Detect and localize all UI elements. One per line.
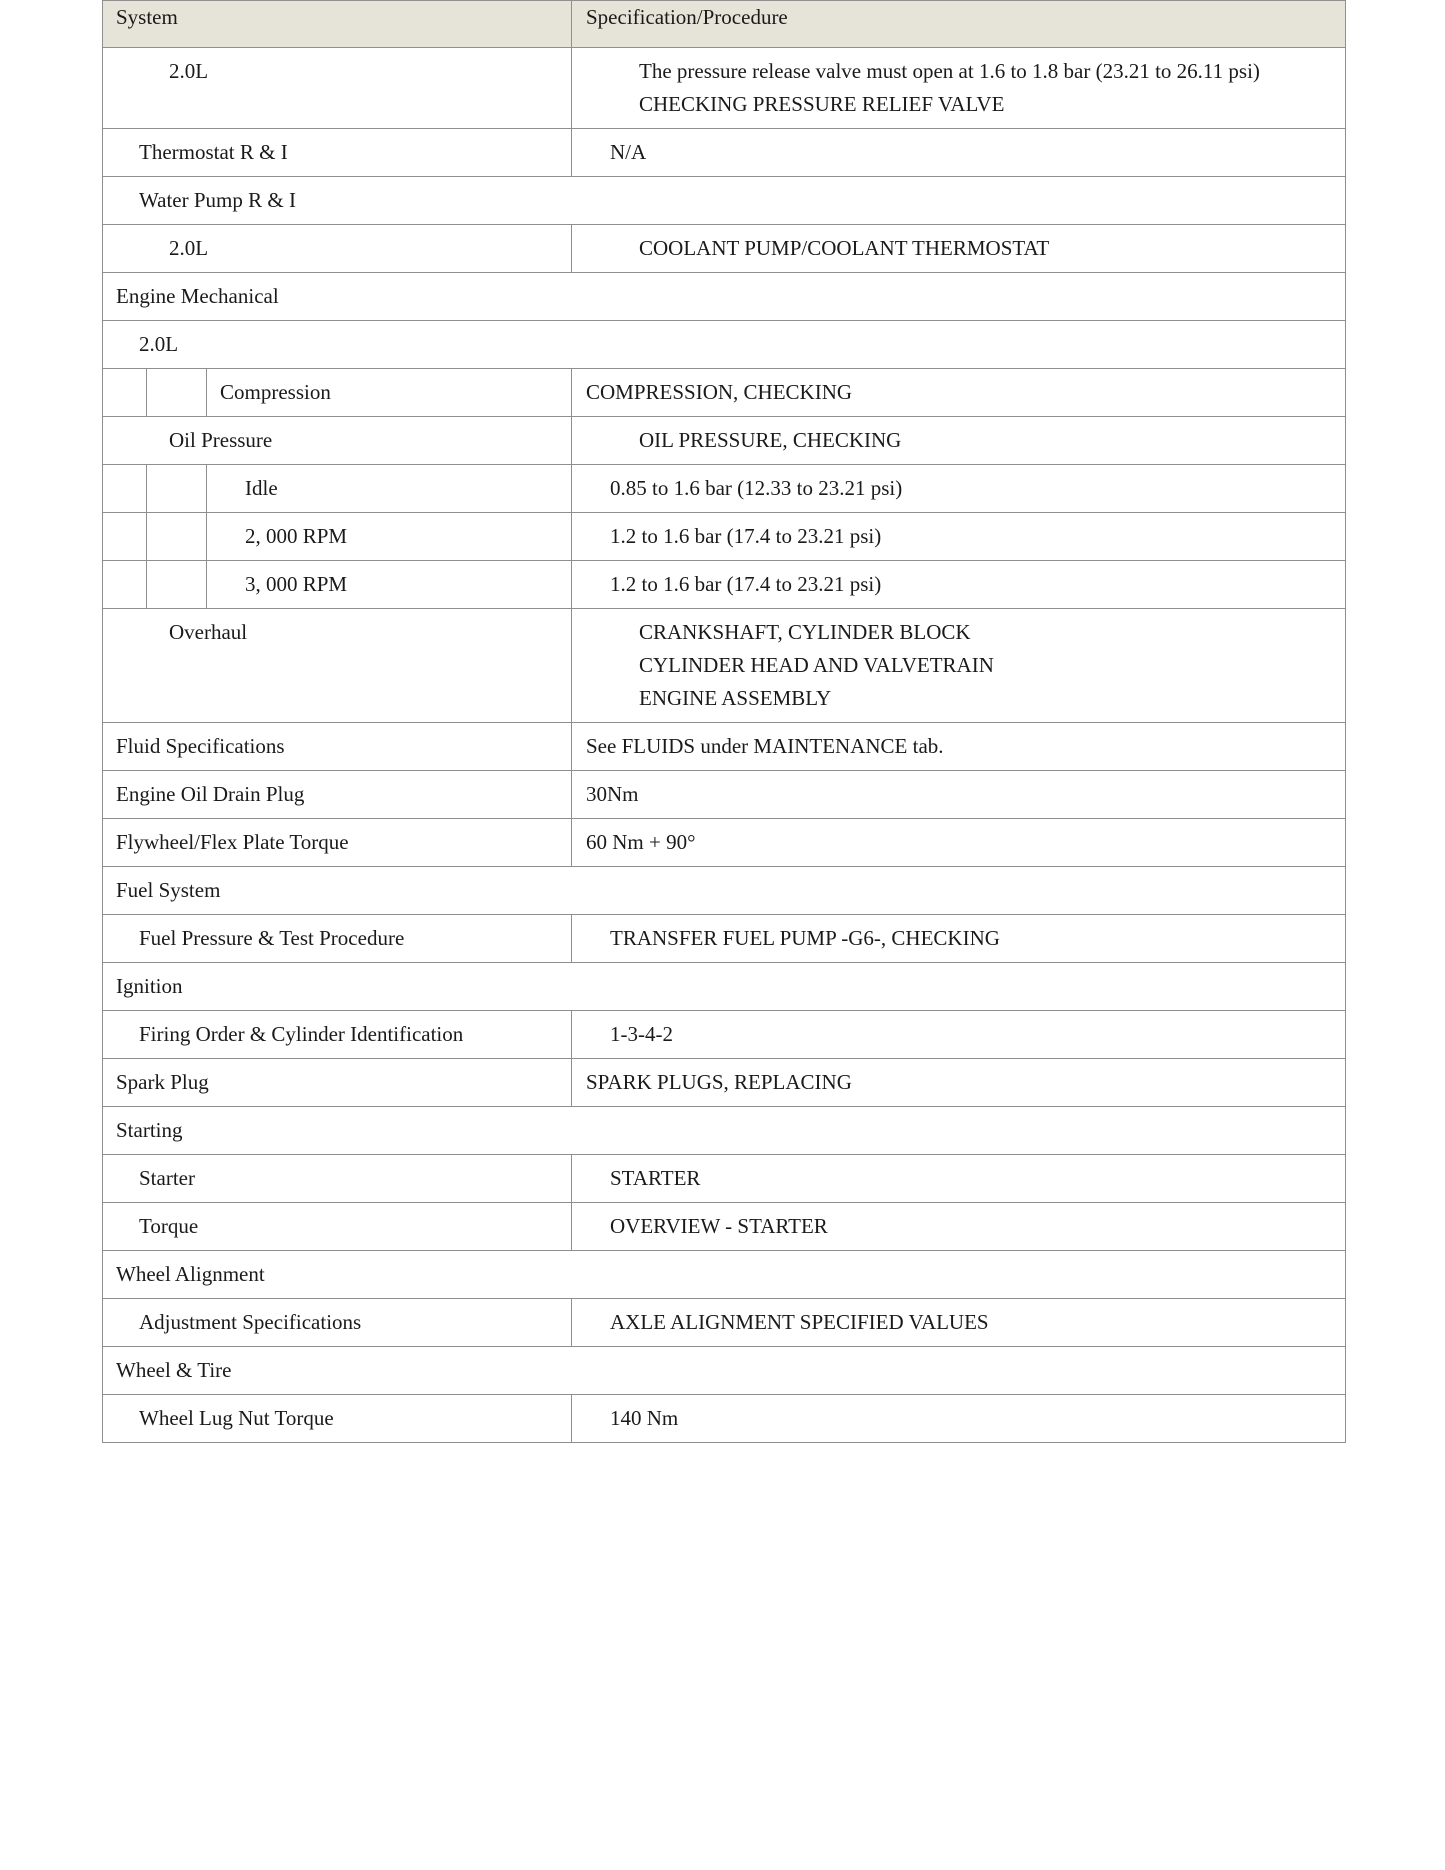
- row-label: Firing Order & Cylinder Identification: [139, 1022, 464, 1046]
- section-label: Wheel & Tire: [116, 1358, 232, 1382]
- table-row: [103, 417, 1346, 465]
- empty-cell: [103, 369, 147, 417]
- spec-link[interactable]: COOLANT PUMP/COOLANT THERMOSTAT: [639, 236, 1050, 260]
- empty-cell: [147, 369, 207, 417]
- table-row: [103, 321, 1346, 369]
- empty-cell: [147, 465, 207, 513]
- table-row: [103, 48, 1346, 129]
- spec-cell: [572, 819, 1346, 867]
- spec-cell: [572, 561, 1346, 609]
- table-row: [103, 1107, 1346, 1155]
- section-cell: [103, 1107, 1346, 1155]
- spec-cell: [572, 417, 1346, 465]
- row-label: Idle: [245, 476, 278, 500]
- row-label: 3, 000 RPM: [245, 572, 348, 596]
- system-cell: [103, 129, 572, 177]
- table-row: [103, 513, 1346, 561]
- row-label: Adjustment Specifications: [139, 1310, 362, 1334]
- spec-value: See FLUIDS under MAINTENANCE tab.: [586, 734, 944, 758]
- table-row: [103, 1203, 1346, 1251]
- row-label: Wheel Lug Nut Torque: [139, 1406, 334, 1430]
- spec-link[interactable]: AXLE ALIGNMENT SPECIFIED VALUES: [610, 1310, 989, 1334]
- spec-cell: [572, 48, 1346, 129]
- header-row: [103, 1, 1346, 48]
- spec-value: 60 Nm + 90°: [586, 830, 696, 854]
- spec-link[interactable]: COMPRESSION, CHECKING: [586, 380, 853, 404]
- row-label: Water Pump R & I: [139, 188, 296, 212]
- spec-link[interactable]: OIL PRESSURE, CHECKING: [639, 428, 902, 452]
- section-cell: [103, 867, 1346, 915]
- row-label: 2, 000 RPM: [245, 524, 348, 548]
- spec-cell: [572, 513, 1346, 561]
- spec-link[interactable]: SPARK PLUGS, REPLACING: [586, 1070, 852, 1094]
- spec-cell: [572, 369, 1346, 417]
- system-cell: [103, 225, 572, 273]
- system-cell: [207, 465, 572, 513]
- empty-cell: [103, 465, 147, 513]
- section-cell: [103, 1347, 1346, 1395]
- section-label: Starting: [116, 1118, 183, 1142]
- section-label: Ignition: [116, 974, 183, 998]
- empty-cell: [103, 561, 147, 609]
- section-label: Wheel Alignment: [116, 1262, 265, 1286]
- spec-cell: [572, 771, 1346, 819]
- spec-link[interactable]: CHECKING PRESSURE RELIEF VALVE: [639, 92, 1005, 116]
- spec-cell: [572, 1395, 1346, 1443]
- system-cell: [103, 915, 572, 963]
- row-label: Starter: [139, 1166, 195, 1190]
- row-label: Flywheel/Flex Plate Torque: [116, 830, 349, 854]
- row-label: 2.0L: [169, 59, 209, 83]
- row-label: Spark Plug: [116, 1070, 209, 1094]
- header-system: System: [103, 1, 572, 48]
- system-cell: [103, 819, 572, 867]
- system-cell: [103, 609, 572, 723]
- spec-cell: [572, 1203, 1346, 1251]
- spec-line: The pressure release valve must open at 1.6 to 1.8 bar (23.21 to 26.11 psi): [639, 59, 1260, 83]
- section-cell: [103, 1251, 1346, 1299]
- system-cell: [103, 771, 572, 819]
- spec-value: 140 Nm: [610, 1406, 679, 1430]
- empty-cell: [147, 561, 207, 609]
- table-row: [103, 177, 1346, 225]
- row-label: 2.0L: [169, 236, 209, 260]
- spec-link[interactable]: OVERVIEW - STARTER: [610, 1214, 828, 1238]
- system-cell: [207, 369, 572, 417]
- spec-value: 1.2 to 1.6 bar (17.4 to 23.21 psi): [610, 524, 882, 548]
- spec-cell: [572, 609, 1346, 723]
- table-row: [103, 819, 1346, 867]
- table-row: [103, 369, 1346, 417]
- table-row: [103, 1395, 1346, 1443]
- spec-cell: [572, 465, 1346, 513]
- system-cell: [103, 1395, 572, 1443]
- specifications-table: [102, 0, 1346, 1443]
- system-cell: [103, 723, 572, 771]
- table-row: [103, 723, 1346, 771]
- section-cell: [103, 321, 1346, 369]
- spec-cell: [572, 723, 1346, 771]
- spec-value: 30Nm: [586, 782, 639, 806]
- section-label: Fuel System: [116, 878, 221, 902]
- system-cell: [103, 1155, 572, 1203]
- spec-cell: [572, 1299, 1346, 1347]
- row-label: Torque: [139, 1214, 199, 1238]
- spec-link[interactable]: TRANSFER FUEL PUMP -G6-, CHECKING: [610, 926, 1000, 950]
- row-label: Overhaul: [169, 620, 248, 644]
- row-label: Engine Oil Drain Plug: [116, 782, 305, 806]
- header-spec: Specification/Procedure: [572, 1, 1346, 48]
- section-cell: [103, 177, 1346, 225]
- table-row: [103, 273, 1346, 321]
- spec-value: 1.2 to 1.6 bar (17.4 to 23.21 psi): [610, 572, 882, 596]
- table-row: [103, 1155, 1346, 1203]
- spec-link[interactable]: STARTER: [610, 1166, 701, 1190]
- spec-link[interactable]: CYLINDER HEAD AND VALVETRAIN: [639, 653, 994, 677]
- spec-cell: [572, 1011, 1346, 1059]
- section-label: Engine Mechanical: [116, 284, 279, 308]
- system-cell: [103, 417, 572, 465]
- table-row: [103, 1251, 1346, 1299]
- table-row: [103, 1011, 1346, 1059]
- table-row: [103, 771, 1346, 819]
- spec-cell: [572, 1059, 1346, 1107]
- spec-link[interactable]: ENGINE ASSEMBLY: [639, 686, 832, 710]
- spec-value: N/A: [610, 140, 647, 164]
- spec-value: 1-3-4-2: [610, 1022, 673, 1046]
- table-row: [103, 1059, 1346, 1107]
- table-row: [103, 561, 1346, 609]
- empty-cell: [147, 513, 207, 561]
- spec-cell: [572, 225, 1346, 273]
- table-row: [103, 867, 1346, 915]
- row-label: Thermostat R & I: [139, 140, 288, 164]
- row-label: Fuel Pressure & Test Procedure: [139, 926, 405, 950]
- table-row: [103, 225, 1346, 273]
- table-row: [103, 465, 1346, 513]
- spec-cell: [572, 915, 1346, 963]
- section-cell: [103, 963, 1346, 1011]
- system-cell: [103, 48, 572, 129]
- row-label: Compression: [220, 380, 331, 404]
- table-row: [103, 963, 1346, 1011]
- row-label: Oil Pressure: [169, 428, 273, 452]
- table-row: [103, 609, 1346, 723]
- empty-cell: [103, 513, 147, 561]
- table-row: [103, 1299, 1346, 1347]
- system-cell: [103, 1059, 572, 1107]
- table-row: [103, 129, 1346, 177]
- system-cell: [207, 513, 572, 561]
- system-cell: [207, 561, 572, 609]
- system-cell: [103, 1203, 572, 1251]
- section-cell: [103, 273, 1346, 321]
- system-cell: [103, 1299, 572, 1347]
- spec-link[interactable]: CRANKSHAFT, CYLINDER BLOCK: [639, 620, 971, 644]
- spec-cell: [572, 1155, 1346, 1203]
- row-label: 2.0L: [139, 332, 179, 356]
- table-row: [103, 1347, 1346, 1395]
- row-label: Fluid Specifications: [116, 734, 285, 758]
- spec-cell: [572, 129, 1346, 177]
- spec-value: 0.85 to 1.6 bar (12.33 to 23.21 psi): [610, 476, 903, 500]
- table-row: [103, 915, 1346, 963]
- system-cell: [103, 1011, 572, 1059]
